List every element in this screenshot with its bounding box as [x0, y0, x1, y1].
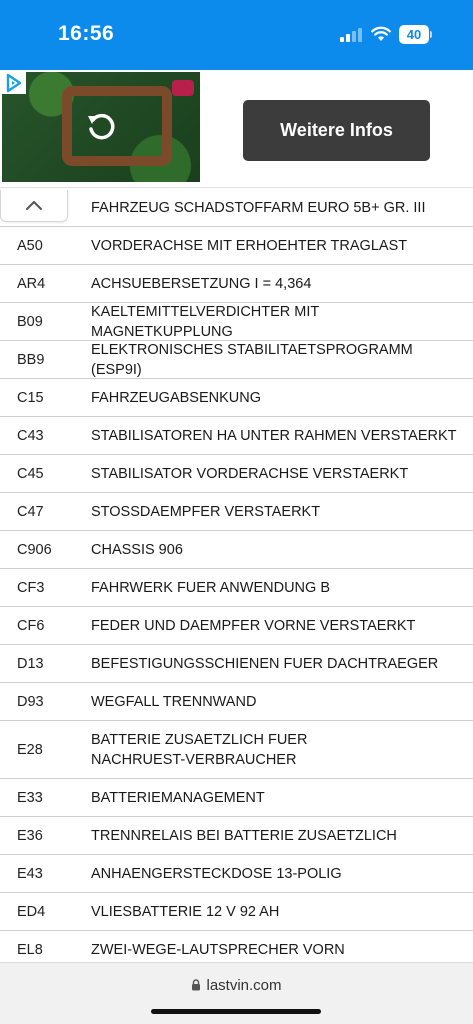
equipment-description: WEGFALL TRENNWAND: [91, 693, 257, 710]
ad-choices-icon[interactable]: [2, 72, 26, 94]
table-row: [0, 721, 473, 779]
ad-video-thumbnail[interactable]: [2, 72, 200, 182]
ad-banner[interactable]: [0, 70, 473, 188]
equipment-description: FAHRWERK FUER ANWENDUNG B: [91, 579, 331, 596]
equipment-description: KAELTEMITTELVERDICHTER MIT MAGNETKUPPLUNG: [91, 303, 319, 340]
chevron-up-icon: [25, 200, 43, 211]
table-row: [0, 893, 473, 931]
table-row: [0, 817, 473, 855]
equipment-description: CHASSIS 906: [91, 541, 183, 558]
equipment-code-table: [0, 189, 473, 969]
lock-icon: [191, 979, 201, 991]
equipment-code: CF3: [17, 579, 45, 596]
equipment-code: A50: [17, 237, 43, 254]
equipment-code: B09: [17, 313, 43, 330]
table-row: [0, 531, 473, 569]
equipment-code: E43: [17, 865, 43, 882]
equipment-description: ZWEI-WEGE-LAUTSPRECHER VORN: [91, 941, 345, 958]
table-row: [0, 303, 473, 341]
equipment-description: ANHAENGERSTECKDOSE 13-POLIG: [91, 865, 342, 882]
table-row: [0, 779, 473, 817]
equipment-description: TRENNRELAIS BEI BATTERIE ZUSAETZLICH: [91, 827, 397, 844]
table-row: [0, 227, 473, 265]
equipment-code: C45: [17, 465, 44, 482]
equipment-description: BATTERIEMANAGEMENT: [91, 789, 265, 806]
table-row: [0, 341, 473, 379]
table-row: [0, 855, 473, 893]
equipment-code: E36: [17, 827, 43, 844]
equipment-description: FEDER UND DAEMPFER VORNE VERSTAERKT: [91, 617, 416, 634]
status-time: 16:56: [58, 22, 115, 45]
table-row: [0, 493, 473, 531]
battery-level: 40: [406, 27, 422, 42]
equipment-code: D93: [17, 693, 44, 710]
equipment-code: C15: [17, 389, 44, 406]
equipment-description: STABILISATOREN HA UNTER RAHMEN VERSTAERKT: [91, 427, 457, 444]
table-row: [0, 265, 473, 303]
equipment-description: FAHRZEUGABSENKUNG: [91, 389, 261, 406]
game-logo-icon: [172, 80, 194, 96]
status-bar: [0, 0, 473, 70]
battery-icon: [399, 25, 433, 44]
equipment-code: D13: [17, 655, 44, 672]
home-indicator[interactable]: [151, 1009, 321, 1014]
table-row: [0, 569, 473, 607]
equipment-code: AR4: [17, 275, 46, 292]
equipment-code: E33: [17, 789, 43, 806]
equipment-description: STABILISATOR VORDERACHSE VERSTAERKT: [91, 465, 409, 482]
equipment-code: BB9: [17, 351, 45, 368]
equipment-description: ELEKTRONISCHES STABILITAETSPROGRAMM (ESP9I): [91, 341, 413, 378]
table-row: [0, 379, 473, 417]
equipment-description: ACHSUEBERSETZUNG I = 4,364: [91, 275, 312, 292]
equipment-description: STOSSDAEMPFER VERSTAERKT: [91, 503, 321, 520]
equipment-description: FAHRZEUG SCHADSTOFFARM EURO 5B+ GR. III: [91, 199, 426, 216]
ad-more-info-button[interactable]: Weitere Infos: [243, 100, 430, 161]
equipment-description: VORDERACHSE MIT ERHOEHTER TRAGLAST: [91, 237, 408, 254]
wifi-icon: [371, 26, 391, 42]
table-row: [0, 645, 473, 683]
url-display[interactable]: [0, 977, 473, 994]
equipment-code: E28: [17, 741, 43, 758]
table-row: [0, 455, 473, 493]
equipment-code: ED4: [17, 903, 46, 920]
table-row: [0, 607, 473, 645]
equipment-description: BATTERIE ZUSAETZLICH FUER NACHRUEST-VERBRAUCHER: [91, 731, 308, 768]
replay-icon[interactable]: [84, 110, 118, 144]
equipment-code: EL8: [17, 941, 43, 958]
browser-url-bar[interactable]: [0, 962, 473, 1024]
collapse-button[interactable]: [0, 190, 68, 222]
table-row: [0, 189, 473, 227]
url-domain: lastvin.com: [206, 977, 282, 994]
equipment-code: C906: [17, 541, 52, 558]
equipment-description: VLIESBATTERIE 12 V 92 AH: [91, 903, 280, 920]
equipment-code: C43: [17, 427, 44, 444]
equipment-code: CF6: [17, 617, 45, 634]
table-row: [0, 417, 473, 455]
table-row: [0, 683, 473, 721]
cellular-signal-icon: [340, 28, 362, 42]
equipment-description: BEFESTIGUNGSSCHIENEN FUER DACHTRAEGER: [91, 655, 439, 672]
equipment-code: C47: [17, 503, 44, 520]
